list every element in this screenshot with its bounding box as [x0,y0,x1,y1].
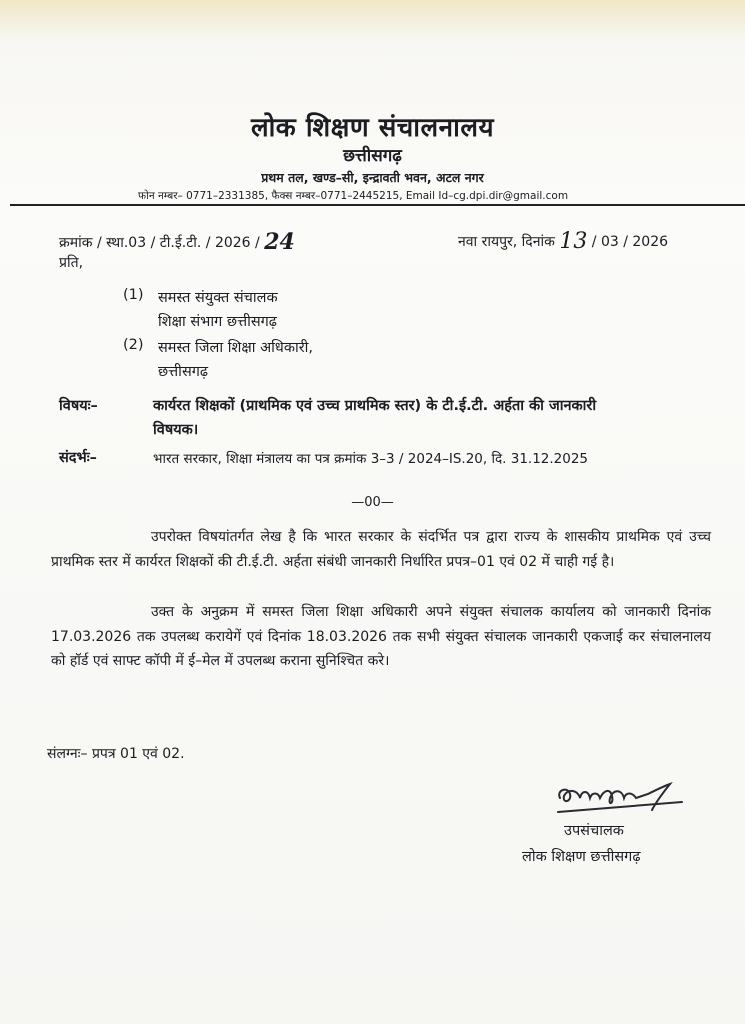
reference-number [59,229,295,255]
reference-prefix: क्रमांक / स्था.03 / टी.ई.टी. / 2026 / [59,235,265,251]
contact-line: फोन नम्बर– 0771–2331385, फैक्स नम्बर–0771–2445215, Email Id–cg.dpi.dir@gmail.com [138,190,569,202]
addressee-1-line2: शिक्षा संभाग छत्तीसगढ़ [158,314,277,330]
subject-line1: कार्यरत शिक्षकों (प्राथमिक एवं उच्च प्राथमिक स्तर) के टी.ई.टी. अर्हता की जानकारी [153,398,597,414]
office-address: प्रथम तल, खण्ड–सी, इन्द्रावती भवन, अटल नगर [261,170,484,185]
enclosure-line: संलग्नः– प्रपत्र 01 एवं 02. [47,746,185,762]
salutation: प्रति, [59,255,84,271]
signature-image [552,780,692,820]
reference-label: संदर्भः– [59,450,97,466]
date-handwritten-day: 13 [559,229,588,254]
body-paragraph-1: उपरोक्त विषयांतर्गत लेख है कि भारत सरकार के संदर्भित पत्र द्वारा राज्य के शासकीय प्राथमिक एवं उच्च प्राथमिक स्तर में कार्यरत शिक्षकों की टी.ई.टी. अर्हता संबंधी जानकारी निर्धारित प्रपत्र–01 एवं 02 में चाही गई है। [51,529,711,570]
addressee-2-line1: समस्त जिला शिक्षा अधिकारी, [158,340,314,356]
reference-handwritten-number: 24 [264,229,295,255]
addressee-2-number: (2) [123,337,144,353]
letter-date [458,229,668,254]
office-name: लोक शिक्षण संचालनालय [250,113,495,143]
subject-line2: विषयक। [153,422,199,438]
addressee-2-line2: छत्तीसगढ़ [158,364,209,380]
date-suffix: / 03 / 2026 [587,234,669,250]
signatory-office: लोक शिक्षण छत्तीसगढ़ [522,849,641,865]
header-divider [10,204,745,206]
section-separator: —00— [351,495,394,510]
addressee-1-number: (1) [123,287,144,303]
body-paragraph-2: उक्त के अनुक्रम में समस्त जिला शिक्षा अधिकारी अपने संयुक्त संचालक कार्यालय को जानकारी दिनांक 17.03.2026 तक उपलब्ध करायेगें एवं दिनांक 18.03.2026 तक सभी संयुक्त संचालक जानकारी एकजाई कर संचालनालय को हॉर्ड एवं साफ्ट कॉपी में ई–मेल में उपलब्ध कराना सुनिश्चित करे। [51,604,711,669]
date-prefix: नवा रायपुर, दिनांक [458,234,560,250]
subject-label: विषयः– [59,398,98,414]
state-name: छत्तीसगढ़ [343,146,402,166]
addressee-1-line1: समस्त संयुक्त संचालक [158,290,278,306]
signatory-designation: उपसंचालक [564,823,624,839]
reference-letter-text: भारत सरकार, शिक्षा मंत्रालय का पत्र क्रमांक 3–3 / 2024–IS.20, दि. 31.12.2025 [153,451,589,467]
